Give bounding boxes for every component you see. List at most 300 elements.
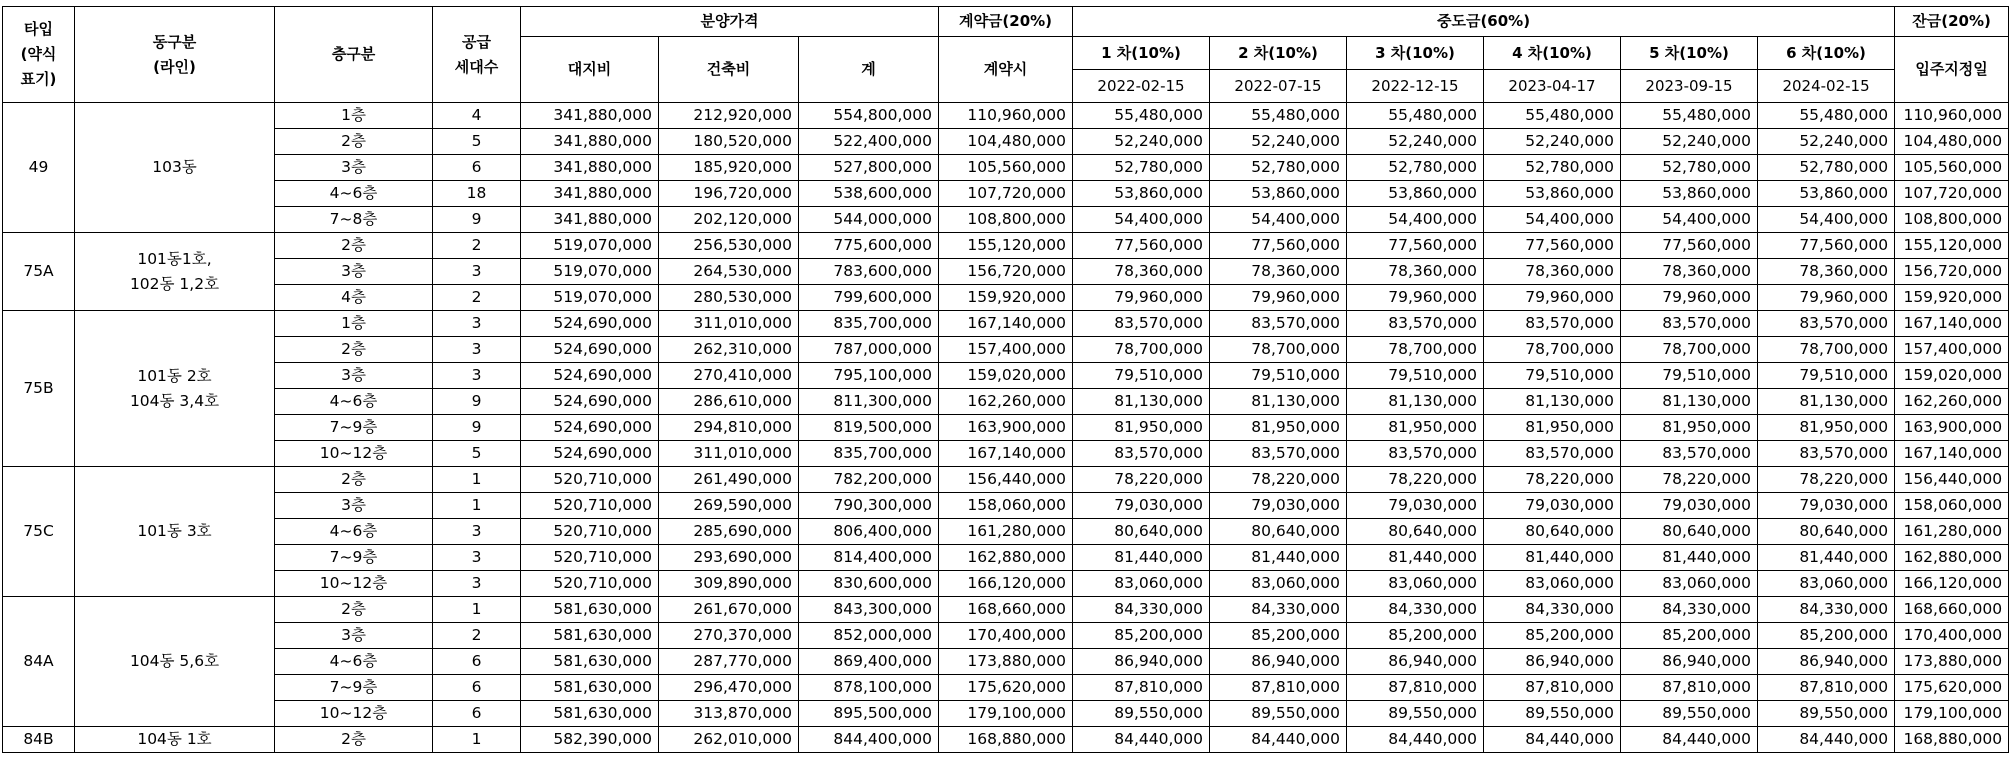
- building-cell: 270,370,000: [659, 623, 799, 649]
- installment-6-cell: 54,400,000: [1758, 207, 1895, 233]
- installment-6-cell: 84,330,000: [1758, 597, 1895, 623]
- land-cell: 581,630,000: [521, 675, 659, 701]
- header-middle-group: 중도금(60%): [1073, 7, 1895, 37]
- installment-2-cell: 80,640,000: [1210, 519, 1347, 545]
- table-row: [3, 155, 2009, 181]
- dong-line: 104동 5,6호: [129, 652, 220, 670]
- floor-cell: 2층: [275, 337, 433, 363]
- installment-4-cell: 79,960,000: [1484, 285, 1621, 311]
- header-date-3: 2022-12-15: [1347, 70, 1484, 103]
- installment-1-cell: 78,360,000: [1073, 259, 1210, 285]
- deposit-cell: 175,620,000: [939, 675, 1073, 701]
- installment-3-cell: 52,240,000: [1347, 129, 1484, 155]
- header-type-line: (약식: [20, 45, 57, 63]
- deposit-cell: 162,260,000: [939, 389, 1073, 415]
- installment-3-cell: 81,950,000: [1347, 415, 1484, 441]
- installment-5-cell: 81,440,000: [1621, 545, 1758, 571]
- installment-1-cell: 89,550,000: [1073, 701, 1210, 727]
- supply-cell: 1: [433, 467, 521, 493]
- total-cell: 844,400,000: [799, 727, 939, 753]
- land-cell: 581,630,000: [521, 597, 659, 623]
- installment-4-cell: 81,950,000: [1484, 415, 1621, 441]
- header-date-2: 2022-07-15: [1210, 70, 1347, 103]
- installment-2-cell: 78,220,000: [1210, 467, 1347, 493]
- installment-2-cell: 89,550,000: [1210, 701, 1347, 727]
- building-cell: 270,410,000: [659, 363, 799, 389]
- installment-4-cell: 55,480,000: [1484, 103, 1621, 129]
- dong-cell: [75, 311, 275, 467]
- installment-3-cell: 83,570,000: [1347, 441, 1484, 467]
- installment-4-cell: 52,240,000: [1484, 129, 1621, 155]
- installment-4-cell: 79,510,000: [1484, 363, 1621, 389]
- installment-5-cell: 89,550,000: [1621, 701, 1758, 727]
- total-cell: 869,400,000: [799, 649, 939, 675]
- installment-1-cell: 81,130,000: [1073, 389, 1210, 415]
- installment-2-cell: 79,960,000: [1210, 285, 1347, 311]
- total-cell: 782,200,000: [799, 467, 939, 493]
- land-cell: 520,710,000: [521, 467, 659, 493]
- building-cell: 285,690,000: [659, 519, 799, 545]
- table-row: [3, 389, 2009, 415]
- installment-3-cell: 83,060,000: [1347, 571, 1484, 597]
- balance-cell: 107,720,000: [1895, 181, 2009, 207]
- installment-1-cell: 79,510,000: [1073, 363, 1210, 389]
- type-cell: 75A: [3, 233, 75, 311]
- installment-1-cell: 55,480,000: [1073, 103, 1210, 129]
- land-cell: 581,630,000: [521, 701, 659, 727]
- installment-6-cell: 52,240,000: [1758, 129, 1895, 155]
- balance-cell: 159,920,000: [1895, 285, 2009, 311]
- floor-cell: 4~6층: [275, 389, 433, 415]
- table-row: [3, 623, 2009, 649]
- balance-cell: 170,400,000: [1895, 623, 2009, 649]
- total-cell: 795,100,000: [799, 363, 939, 389]
- balance-cell: 167,140,000: [1895, 441, 2009, 467]
- balance-cell: 105,560,000: [1895, 155, 2009, 181]
- deposit-cell: 168,880,000: [939, 727, 1073, 753]
- installment-6-cell: 77,560,000: [1758, 233, 1895, 259]
- installment-5-cell: 77,560,000: [1621, 233, 1758, 259]
- installment-4-cell: 54,400,000: [1484, 207, 1621, 233]
- building-cell: 269,590,000: [659, 493, 799, 519]
- floor-cell: 4~6층: [275, 181, 433, 207]
- header-supply-line: 공급: [462, 32, 491, 51]
- installment-5-cell: 52,240,000: [1621, 129, 1758, 155]
- total-cell: 787,000,000: [799, 337, 939, 363]
- balance-cell: 159,020,000: [1895, 363, 2009, 389]
- installment-3-cell: 87,810,000: [1347, 675, 1484, 701]
- floor-cell: 10~12층: [275, 441, 433, 467]
- deposit-cell: 167,140,000: [939, 311, 1073, 337]
- installment-5-cell: 79,030,000: [1621, 493, 1758, 519]
- table-row: [3, 649, 2009, 675]
- land-cell: 341,880,000: [521, 129, 659, 155]
- installment-1-cell: 53,860,000: [1073, 181, 1210, 207]
- building-cell: 311,010,000: [659, 311, 799, 337]
- installment-3-cell: 81,440,000: [1347, 545, 1484, 571]
- supply-cell: 2: [433, 285, 521, 311]
- floor-cell: 7~9층: [275, 415, 433, 441]
- supply-cell: 3: [433, 571, 521, 597]
- installment-6-cell: 79,030,000: [1758, 493, 1895, 519]
- land-cell: 524,690,000: [521, 311, 659, 337]
- dong-line: 103동: [152, 158, 197, 176]
- installment-5-cell: 83,060,000: [1621, 571, 1758, 597]
- building-cell: 293,690,000: [659, 545, 799, 571]
- balance-cell: 162,260,000: [1895, 389, 2009, 415]
- building-cell: 309,890,000: [659, 571, 799, 597]
- installment-2-cell: 52,240,000: [1210, 129, 1347, 155]
- supply-cell: 6: [433, 155, 521, 181]
- deposit-cell: 105,560,000: [939, 155, 1073, 181]
- installment-3-cell: 89,550,000: [1347, 701, 1484, 727]
- floor-cell: 2층: [275, 467, 433, 493]
- installment-2-cell: 84,330,000: [1210, 597, 1347, 623]
- table-row: [3, 233, 2009, 259]
- dong-cell: [75, 597, 275, 727]
- building-cell: 287,770,000: [659, 649, 799, 675]
- deposit-cell: 158,060,000: [939, 493, 1073, 519]
- land-cell: 581,630,000: [521, 623, 659, 649]
- deposit-cell: 104,480,000: [939, 129, 1073, 155]
- supply-cell: 6: [433, 649, 521, 675]
- land-cell: 519,070,000: [521, 285, 659, 311]
- balance-cell: 155,120,000: [1895, 233, 2009, 259]
- balance-cell: 157,400,000: [1895, 337, 2009, 363]
- installment-1-cell: 79,960,000: [1073, 285, 1210, 311]
- installment-6-cell: 83,060,000: [1758, 571, 1895, 597]
- balance-cell: 173,880,000: [1895, 649, 2009, 675]
- floor-cell: 7~8층: [275, 207, 433, 233]
- balance-cell: 167,140,000: [1895, 311, 2009, 337]
- dong-line: 104동 1호: [137, 730, 212, 748]
- floor-cell: 2층: [275, 129, 433, 155]
- floor-cell: 4~6층: [275, 649, 433, 675]
- installment-3-cell: 54,400,000: [1347, 207, 1484, 233]
- building-cell: 256,530,000: [659, 233, 799, 259]
- installment-5-cell: 84,440,000: [1621, 727, 1758, 753]
- table-row: [3, 441, 2009, 467]
- land-cell: 341,880,000: [521, 207, 659, 233]
- total-cell: 527,800,000: [799, 155, 939, 181]
- table-row: [3, 571, 2009, 597]
- floor-cell: 3층: [275, 623, 433, 649]
- deposit-cell: 168,660,000: [939, 597, 1073, 623]
- installment-1-cell: 87,810,000: [1073, 675, 1210, 701]
- installment-6-cell: 83,570,000: [1758, 311, 1895, 337]
- dong-line: 102동 1,2호: [129, 274, 220, 293]
- installment-3-cell: 81,130,000: [1347, 389, 1484, 415]
- table-body: [3, 103, 2009, 753]
- installment-3-cell: 84,440,000: [1347, 727, 1484, 753]
- supply-cell: 1: [433, 493, 521, 519]
- deposit-cell: 167,140,000: [939, 441, 1073, 467]
- installment-6-cell: 84,440,000: [1758, 727, 1895, 753]
- supply-cell: 9: [433, 415, 521, 441]
- table-row: [3, 363, 2009, 389]
- deposit-cell: 173,880,000: [939, 649, 1073, 675]
- floor-cell: 3층: [275, 363, 433, 389]
- total-cell: 819,500,000: [799, 415, 939, 441]
- installment-1-cell: 52,780,000: [1073, 155, 1210, 181]
- floor-cell: 2층: [275, 727, 433, 753]
- dong-line: 104동 3,4호: [129, 391, 220, 410]
- installment-6-cell: 81,440,000: [1758, 545, 1895, 571]
- deposit-cell: 159,020,000: [939, 363, 1073, 389]
- installment-4-cell: 80,640,000: [1484, 519, 1621, 545]
- installment-5-cell: 79,510,000: [1621, 363, 1758, 389]
- floor-cell: 10~12층: [275, 571, 433, 597]
- price-table: [2, 6, 2009, 753]
- supply-cell: 1: [433, 727, 521, 753]
- type-cell: 49: [3, 103, 75, 233]
- installment-3-cell: 79,030,000: [1347, 493, 1484, 519]
- installment-4-cell: 78,220,000: [1484, 467, 1621, 493]
- header-supply: [433, 7, 521, 103]
- table-row: [3, 493, 2009, 519]
- header-date-6: 2024-02-15: [1758, 70, 1895, 103]
- building-cell: 262,010,000: [659, 727, 799, 753]
- deposit-cell: 110,960,000: [939, 103, 1073, 129]
- total-cell: 835,700,000: [799, 441, 939, 467]
- building-cell: 202,120,000: [659, 207, 799, 233]
- type-cell: 75C: [3, 467, 75, 597]
- dong-cell: [75, 467, 275, 597]
- installment-6-cell: 55,480,000: [1758, 103, 1895, 129]
- building-cell: 294,810,000: [659, 415, 799, 441]
- table-row: [3, 259, 2009, 285]
- deposit-cell: 166,120,000: [939, 571, 1073, 597]
- installment-4-cell: 79,030,000: [1484, 493, 1621, 519]
- installment-6-cell: 78,360,000: [1758, 259, 1895, 285]
- table-row: [3, 467, 2009, 493]
- header-building: 건축비: [659, 37, 799, 103]
- header-date-5: 2023-09-15: [1621, 70, 1758, 103]
- building-cell: 262,310,000: [659, 337, 799, 363]
- installment-5-cell: 78,220,000: [1621, 467, 1758, 493]
- floor-cell: 10~12층: [275, 701, 433, 727]
- balance-cell: 104,480,000: [1895, 129, 2009, 155]
- total-cell: 554,800,000: [799, 103, 939, 129]
- supply-cell: 3: [433, 519, 521, 545]
- installment-4-cell: 87,810,000: [1484, 675, 1621, 701]
- installment-2-cell: 52,780,000: [1210, 155, 1347, 181]
- installment-5-cell: 55,480,000: [1621, 103, 1758, 129]
- installment-2-cell: 87,810,000: [1210, 675, 1347, 701]
- installment-5-cell: 83,570,000: [1621, 311, 1758, 337]
- table-row: [3, 181, 2009, 207]
- installment-5-cell: 53,860,000: [1621, 181, 1758, 207]
- header-installment-5: 5 차(10%): [1621, 37, 1758, 70]
- land-cell: 520,710,000: [521, 493, 659, 519]
- installment-6-cell: 78,700,000: [1758, 337, 1895, 363]
- installment-2-cell: 54,400,000: [1210, 207, 1347, 233]
- installment-2-cell: 81,440,000: [1210, 545, 1347, 571]
- supply-cell: 3: [433, 259, 521, 285]
- header-type-line: 타입: [24, 20, 53, 38]
- dong-cell: [75, 233, 275, 311]
- land-cell: 524,690,000: [521, 415, 659, 441]
- table-row: [3, 311, 2009, 337]
- installment-4-cell: 52,780,000: [1484, 155, 1621, 181]
- type-cell: 75B: [3, 311, 75, 467]
- installment-1-cell: 79,030,000: [1073, 493, 1210, 519]
- dong-line: 101동1호,: [137, 249, 212, 268]
- table-row: [3, 519, 2009, 545]
- supply-cell: 3: [433, 337, 521, 363]
- supply-cell: 2: [433, 233, 521, 259]
- supply-cell: 3: [433, 311, 521, 337]
- header-price-group: 분양가격: [521, 7, 939, 37]
- installment-4-cell: 83,570,000: [1484, 441, 1621, 467]
- deposit-cell: 161,280,000: [939, 519, 1073, 545]
- installment-1-cell: 86,940,000: [1073, 649, 1210, 675]
- installment-3-cell: 79,510,000: [1347, 363, 1484, 389]
- header-type-line: 표기): [20, 70, 57, 88]
- installment-2-cell: 85,200,000: [1210, 623, 1347, 649]
- total-cell: 895,500,000: [799, 701, 939, 727]
- installment-1-cell: 77,560,000: [1073, 233, 1210, 259]
- installment-6-cell: 89,550,000: [1758, 701, 1895, 727]
- total-cell: 814,400,000: [799, 545, 939, 571]
- building-cell: 264,530,000: [659, 259, 799, 285]
- installment-3-cell: 52,780,000: [1347, 155, 1484, 181]
- installment-1-cell: 54,400,000: [1073, 207, 1210, 233]
- supply-cell: 4: [433, 103, 521, 129]
- header-floor: 층구분: [275, 7, 433, 103]
- header-installment-1: 1 차(10%): [1073, 37, 1210, 70]
- total-cell: 830,600,000: [799, 571, 939, 597]
- floor-cell: 3층: [275, 259, 433, 285]
- installment-4-cell: 85,200,000: [1484, 623, 1621, 649]
- land-cell: 524,690,000: [521, 389, 659, 415]
- installment-2-cell: 81,130,000: [1210, 389, 1347, 415]
- installment-2-cell: 83,570,000: [1210, 441, 1347, 467]
- installment-2-cell: 77,560,000: [1210, 233, 1347, 259]
- installment-3-cell: 53,860,000: [1347, 181, 1484, 207]
- installment-3-cell: 80,640,000: [1347, 519, 1484, 545]
- deposit-cell: 163,900,000: [939, 415, 1073, 441]
- total-cell: 522,400,000: [799, 129, 939, 155]
- installment-3-cell: 84,330,000: [1347, 597, 1484, 623]
- installment-5-cell: 83,570,000: [1621, 441, 1758, 467]
- table-row: [3, 545, 2009, 571]
- floor-cell: 4층: [275, 285, 433, 311]
- installment-1-cell: 80,640,000: [1073, 519, 1210, 545]
- header-date-1: 2022-02-15: [1073, 70, 1210, 103]
- installment-6-cell: 80,640,000: [1758, 519, 1895, 545]
- installment-3-cell: 77,560,000: [1347, 233, 1484, 259]
- header-balance-sub: 입주지정일: [1895, 37, 2009, 103]
- installment-2-cell: 79,030,000: [1210, 493, 1347, 519]
- installment-5-cell: 81,130,000: [1621, 389, 1758, 415]
- installment-4-cell: 81,130,000: [1484, 389, 1621, 415]
- balance-cell: 168,660,000: [1895, 597, 2009, 623]
- installment-1-cell: 84,330,000: [1073, 597, 1210, 623]
- installment-4-cell: 86,940,000: [1484, 649, 1621, 675]
- table-row: [3, 207, 2009, 233]
- installment-2-cell: 83,060,000: [1210, 571, 1347, 597]
- table-row: [3, 727, 2009, 753]
- installment-6-cell: 79,510,000: [1758, 363, 1895, 389]
- header-date-4: 2023-04-17: [1484, 70, 1621, 103]
- deposit-cell: 162,880,000: [939, 545, 1073, 571]
- balance-cell: 179,100,000: [1895, 701, 2009, 727]
- header-type: [3, 7, 75, 103]
- installment-1-cell: 84,440,000: [1073, 727, 1210, 753]
- installment-6-cell: 83,570,000: [1758, 441, 1895, 467]
- installment-1-cell: 83,570,000: [1073, 441, 1210, 467]
- supply-cell: 2: [433, 623, 521, 649]
- header-deposit-group: 계약금(20%): [939, 7, 1073, 37]
- installment-1-cell: 52,240,000: [1073, 129, 1210, 155]
- balance-cell: 163,900,000: [1895, 415, 2009, 441]
- balance-cell: 156,720,000: [1895, 259, 2009, 285]
- deposit-cell: 108,800,000: [939, 207, 1073, 233]
- floor-cell: 1층: [275, 311, 433, 337]
- total-cell: 544,000,000: [799, 207, 939, 233]
- total-cell: 538,600,000: [799, 181, 939, 207]
- floor-cell: 7~9층: [275, 675, 433, 701]
- installment-1-cell: 83,060,000: [1073, 571, 1210, 597]
- land-cell: 341,880,000: [521, 155, 659, 181]
- total-cell: 843,300,000: [799, 597, 939, 623]
- installment-5-cell: 81,950,000: [1621, 415, 1758, 441]
- installment-3-cell: 79,960,000: [1347, 285, 1484, 311]
- table-row: [3, 675, 2009, 701]
- land-cell: 519,070,000: [521, 259, 659, 285]
- type-cell: 84B: [3, 727, 75, 753]
- installment-6-cell: 85,200,000: [1758, 623, 1895, 649]
- installment-5-cell: 54,400,000: [1621, 207, 1758, 233]
- land-cell: 519,070,000: [521, 233, 659, 259]
- total-cell: 835,700,000: [799, 311, 939, 337]
- header-installment-2: 2 차(10%): [1210, 37, 1347, 70]
- header-supply-line: 세대수: [454, 57, 499, 76]
- installment-6-cell: 81,130,000: [1758, 389, 1895, 415]
- building-cell: 185,920,000: [659, 155, 799, 181]
- installment-5-cell: 78,360,000: [1621, 259, 1758, 285]
- deposit-cell: 159,920,000: [939, 285, 1073, 311]
- balance-cell: 175,620,000: [1895, 675, 2009, 701]
- balance-cell: 158,060,000: [1895, 493, 2009, 519]
- header-installment-6: 6 차(10%): [1758, 37, 1895, 70]
- installment-6-cell: 53,860,000: [1758, 181, 1895, 207]
- installment-4-cell: 53,860,000: [1484, 181, 1621, 207]
- dong-cell: [75, 103, 275, 233]
- deposit-cell: 107,720,000: [939, 181, 1073, 207]
- table-row: [3, 597, 2009, 623]
- installment-5-cell: 87,810,000: [1621, 675, 1758, 701]
- total-cell: 852,000,000: [799, 623, 939, 649]
- supply-cell: 9: [433, 207, 521, 233]
- building-cell: 212,920,000: [659, 103, 799, 129]
- installment-2-cell: 83,570,000: [1210, 311, 1347, 337]
- balance-cell: 156,440,000: [1895, 467, 2009, 493]
- installment-3-cell: 55,480,000: [1347, 103, 1484, 129]
- installment-4-cell: 77,560,000: [1484, 233, 1621, 259]
- deposit-cell: 155,120,000: [939, 233, 1073, 259]
- floor-cell: 3층: [275, 493, 433, 519]
- dong-cell: [75, 727, 275, 753]
- installment-5-cell: 80,640,000: [1621, 519, 1758, 545]
- total-cell: 799,600,000: [799, 285, 939, 311]
- header-land: 대지비: [521, 37, 659, 103]
- header-total: 계: [799, 37, 939, 103]
- floor-cell: 2층: [275, 233, 433, 259]
- land-cell: 341,880,000: [521, 181, 659, 207]
- installment-5-cell: 78,700,000: [1621, 337, 1758, 363]
